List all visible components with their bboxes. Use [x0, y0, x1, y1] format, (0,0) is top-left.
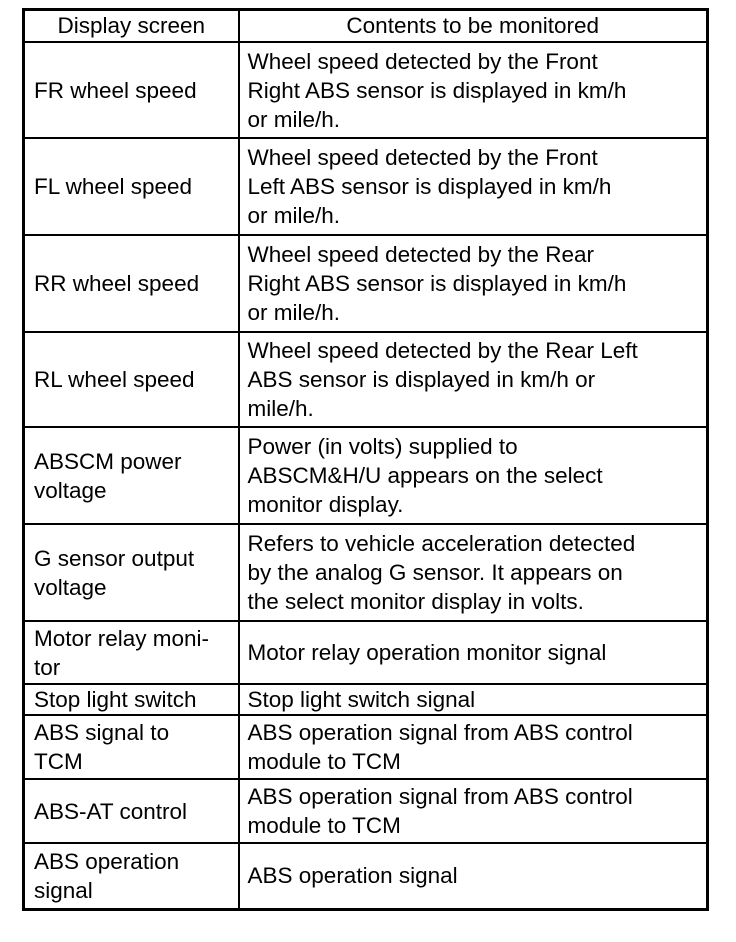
display-label: Stop light switch: [34, 687, 197, 712]
table-row: [24, 524, 708, 621]
display-cell: [24, 621, 239, 684]
contents-cell: [239, 843, 708, 909]
display-label: G sensor output voltage: [34, 545, 195, 600]
table-row: [24, 427, 708, 524]
header-row: [24, 10, 708, 43]
contents-cell: [239, 621, 708, 684]
contents-text: ABS operation signal from ABS control module to TCM: [247, 784, 633, 838]
table-row: [24, 843, 708, 909]
table-row: [24, 779, 708, 843]
display-cell: [24, 427, 239, 524]
table-row: [24, 332, 708, 427]
contents-text: Power (in volts) supplied to ABSCM&H/U appears on the select monitor display.: [247, 434, 603, 517]
header-contents-monitored: Contents to be monitored: [239, 10, 708, 43]
header-display-screen: Display screen: [24, 10, 239, 43]
display-label: ABS operation signal: [34, 848, 180, 903]
display-cell: [24, 715, 239, 779]
contents-cell: [239, 42, 708, 138]
contents-cell: [239, 427, 708, 524]
display-cell: [24, 524, 239, 621]
display-label: FL wheel speed: [34, 174, 193, 199]
table-row: [24, 684, 708, 715]
contents-cell: [239, 524, 708, 621]
table-row: [24, 235, 708, 332]
contents-cell: [239, 235, 708, 332]
contents-cell: [239, 684, 708, 715]
display-label: ABS signal to TCM: [34, 720, 170, 774]
display-label: FR wheel speed: [34, 77, 197, 103]
display-label: RL wheel speed: [34, 367, 195, 392]
display-cell: [24, 235, 239, 332]
contents-text: ABS operation signal from ABS control module to TCM: [247, 720, 633, 774]
contents-text: Wheel speed detected by the Rear Right ABS sensor is displayed in km/h or mile/h.: [247, 242, 627, 325]
display-label: ABSCM power voltage: [34, 448, 182, 503]
contents-cell: [239, 779, 708, 843]
contents-cell: [239, 332, 708, 427]
contents-cell: [239, 138, 708, 235]
contents-text: Refers to vehicle acceleration detected by the analog G sensor. It appears on the select monitor display in volts.: [247, 531, 636, 614]
contents-cell: [239, 715, 708, 779]
contents-text: Wheel speed detected by the Front Left ABS sensor is displayed in km/h or mile/h.: [247, 145, 612, 228]
table-row: [24, 621, 708, 684]
contents-text: Stop light switch signal: [247, 687, 476, 712]
display-cell: [24, 684, 239, 715]
display-cell: [24, 42, 239, 138]
display-cell: [24, 138, 239, 235]
table-row: [24, 715, 708, 779]
contents-text: Motor relay operation monitor signal: [247, 640, 607, 665]
table-row: [24, 138, 708, 235]
display-label: ABS-AT control: [34, 798, 187, 824]
display-label: RR wheel speed: [34, 271, 200, 296]
contents-text: Wheel speed detected by the Front Right ABS sensor is displayed in km/h or mile/h.: [247, 48, 627, 132]
display-cell: [24, 332, 239, 427]
contents-text: ABS operation signal: [247, 863, 458, 889]
display-cell: [24, 779, 239, 843]
table-row: [24, 42, 708, 138]
contents-text: Wheel speed detected by the Rear Left ABS sensor is displayed in km/h or mile/h.: [247, 338, 638, 421]
monitor-table: [22, 8, 709, 911]
display-label: Motor relay moni- tor: [34, 625, 210, 680]
display-cell: [24, 843, 239, 909]
